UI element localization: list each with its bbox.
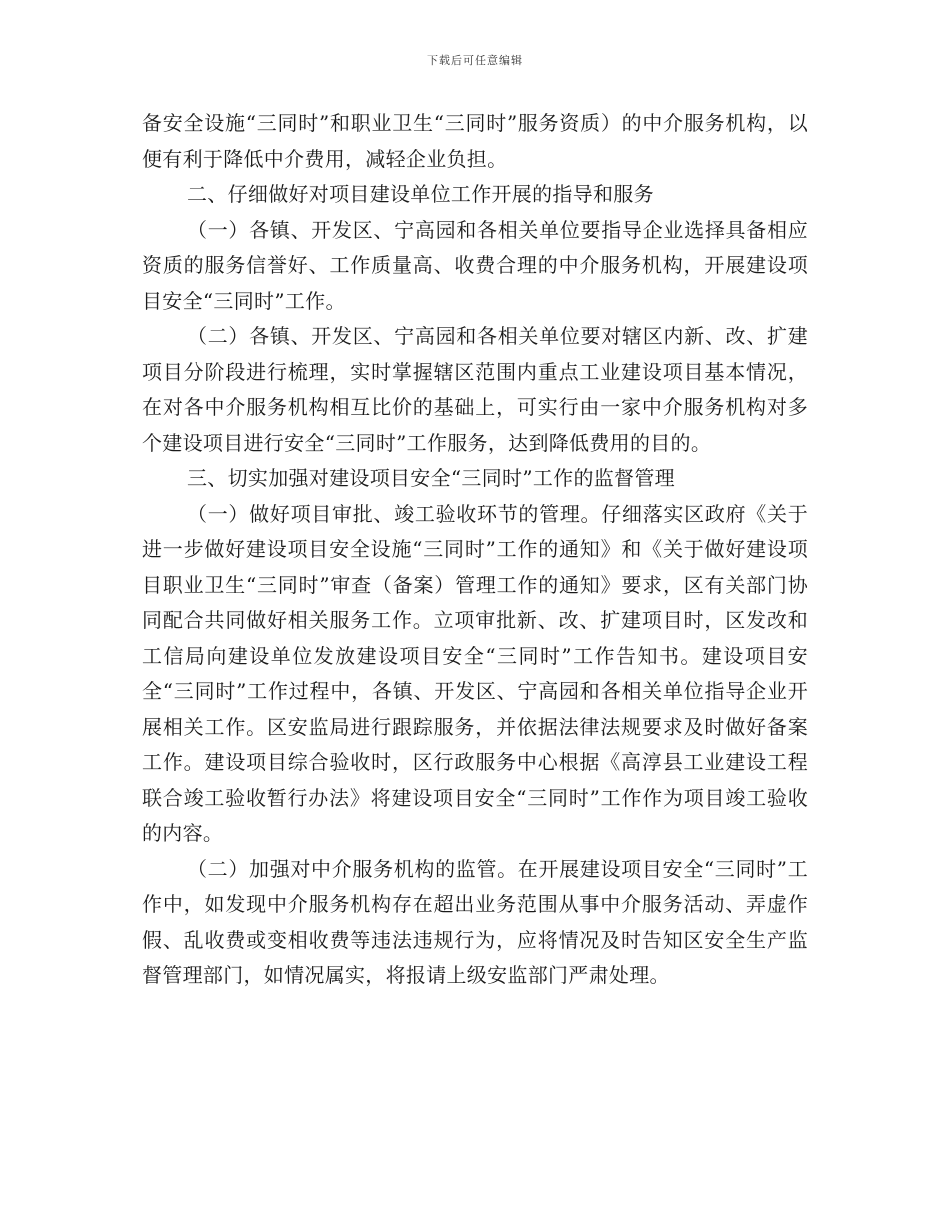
paragraph-3-2: （二）加强对中介服务机构的监管。在开展建设项目安全“三同时”工作中，如发现中介服务机构存在超出业务范围从事中介服务活动、弄虚作假、乱收费或变相收费等违法违规行为，应将情况及时告知区安全生产监督管理部门，如情况属实，将报请上级安监部门严肃处理。 (142, 856, 808, 987)
section-heading-2: 二、仔细做好对项目建设单位工作开展的指导和服务 (187, 182, 654, 206)
paragraph-1: 备安全设施“三同时”和职业卫生“三同时”服务资质）的中介服务机构，以便有利于降低中介费用，减轻企业负担。 (142, 111, 808, 171)
section-heading-3: 三、切实加强对建设项目安全“三同时”工作的监督管理 (187, 466, 675, 490)
page-header: 下载后可任意编辑 (427, 54, 523, 67)
paragraph-2-2: （二）各镇、开发区、宁高园和各相关单位要对辖区内新、改、扩建项目分阶段进行梳理，实时掌握辖区范围内重点工业建设项目基本情况，在对各中介服务机构相互比价的基础上，可实行由一家中介服务机构对多个建设项目进行安全“三同时”工作服务，达到降低费用的目的。 (142, 324, 808, 455)
paragraph-3-1: （一）做好项目审批、竣工验收环节的管理。仔细落实区政府《关于进一步做好建设项目安全设施“三同时”工作的通知》和《关于做好建设项目职业卫生“三同时”审查（备案）管理工作的通知》要求，区有关部门协同配合共同做好相关服务工作。立项审批新、改、扩建项目时，区发改和工信局向建设单位发放建设项目安全“三同时”工作告知书。建设项目安全“三同时”工作过程中，各镇、开发区、宁高园和各相关单位指导企业开展相关工作。区安监局进行跟踪服务，并依据法律法规要求及时做好备案工作。建设项目综合验收时，区行政服务中心根据《高淳县工业建设工程联合竣工验收暂行办法》将建设项目安全“三同时”工作作为项目竣工验收的内容。 (142, 501, 808, 845)
document-body (142, 106, 808, 994)
paragraph-2-1: （一）各镇、开发区、宁高园和各相关单位要指导企业选择具备相应资质的服务信誉好、工作质量高、收费合理的中介服务机构，开展建设项目安全“三同时”工作。 (142, 217, 808, 313)
